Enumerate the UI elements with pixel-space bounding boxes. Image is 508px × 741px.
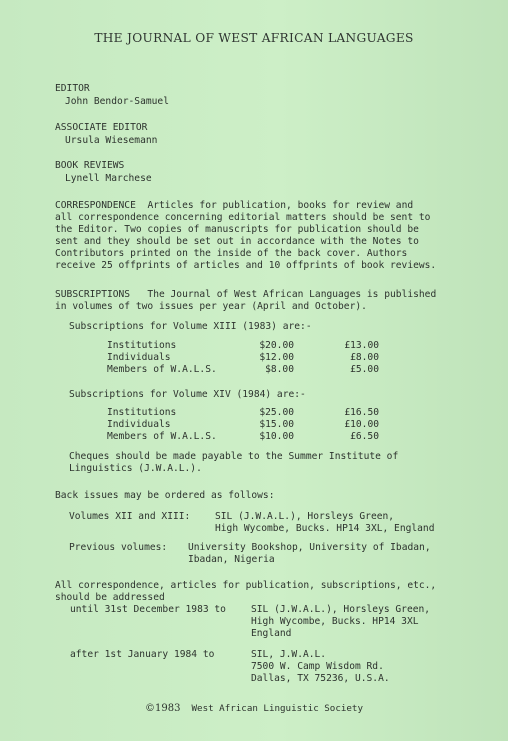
vol14-gbp-0: £16.50 [344,407,379,418]
copyright-footer [0,703,508,714]
correspondence-line-4: Contributors printed on the inside of the back cover. Authors [55,248,408,259]
associate-editor-label: ASSOCIATE EDITOR [55,122,148,133]
vol13-heading: Subscriptions for Volume XIII (1983) are:- [69,321,312,332]
back-issues-prev-label: Previous volumes: [69,542,168,553]
back-issues-prev-line-0: University Bookshop, University of Ibadan, [188,542,431,553]
all-correspondence-line-1: should be addressed [55,592,165,603]
correspondence-line-1: all correspondence concerning editorial matters should be sent to [55,212,431,223]
vol13-usd-1: $12.00 [259,352,294,363]
back-issues-v12-line-0: SIL (J.W.A.L.), Horsleys Green, [215,511,395,522]
correspondence-line-2: the Editor. Two copies of manuscripts for publication should be [55,224,419,235]
back-issues-v12-label: Volumes XII and XIII: [69,511,191,522]
subscriptions-block [55,289,436,301]
until-line-0: SIL (J.W.A.L.), Horsleys Green, [251,604,431,615]
editor-name: John Bendor-Samuel [65,96,169,107]
after-line-2: Dallas, TX 75236, U.S.A. [251,673,390,684]
back-issues-prev-line-1: Ibadan, Nigeria [188,554,275,565]
journal-title: THE JOURNAL OF WEST AFRICAN LANGUAGES [94,31,414,45]
vol14-usd-2: $10.00 [259,431,294,442]
correspondence-label: CORRESPONDENCE [55,200,136,211]
vol13-gbp-2: £5.00 [350,364,379,375]
vol13-gbp-0: £13.00 [344,340,379,351]
until-line-2: England [251,628,292,639]
book-reviews-label: BOOK REVIEWS [55,160,125,171]
vol14-usd-0: $25.00 [259,407,294,418]
correspondence-line-5: receive 25 offprints of articles and 10 offprints of book reviews. [55,260,437,271]
subscriptions-line-0: The Journal of West African Languages is published [147,289,437,300]
subscriptions-line-1: in volumes of two issues per year (April and October). [55,301,367,312]
vol13-table [107,340,387,380]
until-line-1: High Wycombe, Bucks. HP14 3XL [251,616,419,627]
after-line-0: SIL, J.W.A.L. [251,649,327,660]
until-label: until 31st December 1983 to [70,604,226,615]
all-correspondence-line-0: All correspondence, articles for publication, subscriptions, etc., [55,580,437,591]
editor-label: EDITOR [55,83,90,94]
vol14-who-0: Institutions [107,407,177,418]
vol13-usd-2: $8.00 [265,364,294,375]
book-reviews-name: Lynell Marchese [65,173,152,184]
vol13-usd-0: $20.00 [259,340,294,351]
correspondence-line-3: sent and they should be set out in accordance with the Notes to [55,236,419,247]
vol13-who-0: Institutions [107,340,177,351]
after-label: after 1st January 1984 to [70,649,215,660]
vol13-who-1: Individuals [107,352,171,363]
vol14-gbp-2: £6.50 [350,431,379,442]
correspondence-block [55,200,413,212]
society-name: West African Linguistic Society [191,703,363,714]
after-line-1: 7500 W. Camp Wisdom Rd. [251,661,384,672]
vol13-who-2: Members of W.A.L.S. [107,364,217,375]
correspondence-line-0: Articles for publication, books for review and [147,200,414,211]
back-issues-v12-line-1: High Wycombe, Bucks. HP14 3XL, England [215,523,435,534]
vol14-who-1: Individuals [107,419,171,430]
vol14-gbp-1: £10.00 [344,419,379,430]
associate-editor-name: Ursula Wiesemann [65,135,158,146]
cheques-line-1: Linguistics (J.W.A.L.). [69,463,202,474]
subscriptions-label: SUBSCRIPTIONS [55,289,131,300]
vol14-usd-1: $15.00 [259,419,294,430]
vol14-table [107,407,387,447]
vol13-gbp-1: £8.00 [350,352,379,363]
vol14-who-2: Members of W.A.L.S. [107,431,217,442]
back-issues-intro: Back issues may be ordered as follows: [55,490,275,501]
cheques-line-0: Cheques should be made payable to the Summer Institute of [69,451,399,462]
vol14-heading: Subscriptions for Volume XIV (1984) are:- [69,389,306,400]
copyright-year: ©1983 [144,703,181,714]
